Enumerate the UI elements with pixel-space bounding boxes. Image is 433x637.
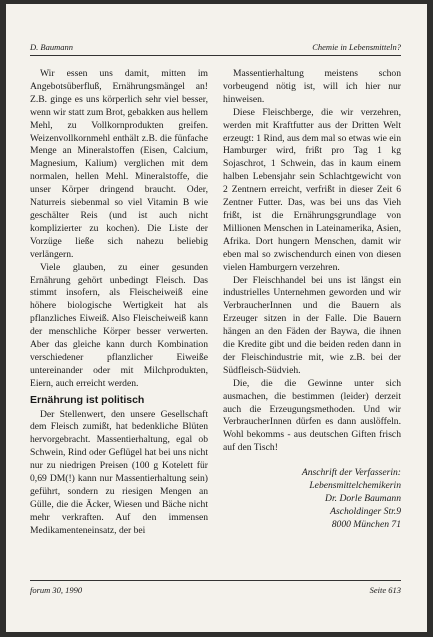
footer-rule xyxy=(30,580,401,581)
body-paragraph: Der Fleischhandel bei uns ist längst ein industrielles Unternehmen geworden und wir VerbraucherInnen und die Bauern als Erzeuger sitzen in der Falle. Die Bauern hängen an den Fäden der Baywa, die ihnen die Kredite gibt und die beiden reden dann in der Fleischindustrie mit, wie z.B. bei der Südfleisch-Südvieh. xyxy=(223,274,401,376)
page-number: Seite 613 xyxy=(369,585,401,595)
body-paragraph: Massentierhaltung meistens schon vorbeugend nötig ist, will ich hier nur hinweisen. xyxy=(223,68,401,105)
body-paragraph: Wir essen uns damit, mitten im Angebotsüberfluß, Ernährungsmängel an! Z.B. ginge es uns körperlich sehr viel besser, wenn wir statt zum Brot, gebakken aus hellem Mehl, zu Vollkornprodukten greifen. Weizenvollkornmehl enthält z.B. die fünfache Menge an Mineralstoffen (Eisen, Calcium, Magnesium, Kalium) verglichen mit dem normalen, hellen Mehl. Mineralstoffe, die unser Körper dringend braucht. Oder, Naturreis siebenmal so viel Vitamin B wie geschälter Reis (und ist auch nicht komplizierter zu kochen). Die Liste der Vorzüge ließe sich nahezu beliebig verlängern. xyxy=(30,68,208,260)
body-paragraph: Die, die die Gewinne unter sich ausmachen, die bestimmen (leider) derzeit auch die Erzeugungsmethoden. Und wir VerbraucherInnen dürfen es dann auslöffeln. Wohl bekomms - aus deutschen Giften frisch auf den Tisch! xyxy=(223,377,401,454)
page xyxy=(6,4,427,632)
left-column xyxy=(30,68,208,538)
footer-issue: forum 30, 1990 xyxy=(30,585,83,595)
author-address xyxy=(223,467,401,532)
body-paragraph: Der Stellenwert, den unsere Gesellschaft dem Fleisch zumißt, hat bedenkliche Blüten hervorgebracht. Massentierhaltung, egal ob Schwein, Rind oder Geflügel hat bei uns nicht nur zu niedrigen Preisen (100 g Kotelett für 0,69 DM(!) kann nur Massentierhaltung sein) geführt, sondern zu riesigen Mengen an Gülle, die die Äcker, Wiesen und Bäche nicht mehr verkraften. Auf den immensen Medikamenteneinsatz, der bei xyxy=(30,408,208,536)
body-paragraph: Diese Fleischberge, die wir verzehren, werden mit Kraftfutter aus der Dritten Welt erzeugt: 1 Rind, aus dem mal so etwas wie ein Hamburger wird, frißt pro Tag 1 kg Sojaschrot, 1 Schwein, das in kaum einem halben Lebensjahr sein Schlachtgewicht von 2 Zentnern erreicht, verfrißt in dieser Zeit 6 Zentner Futter. Das, was bei uns das Vieh frißt, ist die Ernährungsgrundlage von Millionen Menschen in Lateinamerika, Asien, Afrika. Dort hungern Menschen, damit wir eben mal so zwischendurch einen von diesen vielen Hamburgern verzehren. xyxy=(223,106,401,273)
address-line: Anschrift der Verfasserin: xyxy=(301,467,401,479)
running-header xyxy=(30,42,401,52)
header-rule xyxy=(30,55,401,56)
running-footer xyxy=(30,585,401,595)
header-author: D. Baumann xyxy=(30,42,73,52)
address-line: Ascholdinger Str.9 xyxy=(330,505,401,517)
address-line: Dr. Dorle Baumann xyxy=(325,493,401,504)
section-heading: Ernährung ist politisch xyxy=(30,393,145,406)
address-line: Lebensmittelchemikerin xyxy=(309,480,401,492)
body-paragraph: Viele glauben, zu einer gesunden Ernährung gehört unbedingt Fleisch. Das stimmt insofern, als Fleischeiweiß eine höhere biologische Wertigkeit hat als pflanzliches Eiweiß. Also Fleischeiweiß kann der menschliche Körper besser verwerten. Aber das gleiche kann durch Kombination verschiedener pflanzlicher Eiweiße untereinander oder mit Milchprodukten, Eiern, auch erreicht werden. xyxy=(30,261,208,389)
right-column xyxy=(223,68,401,532)
header-title: Chemie in Lebensmitteln? xyxy=(312,42,401,52)
address-line: 8000 München 71 xyxy=(331,518,401,530)
